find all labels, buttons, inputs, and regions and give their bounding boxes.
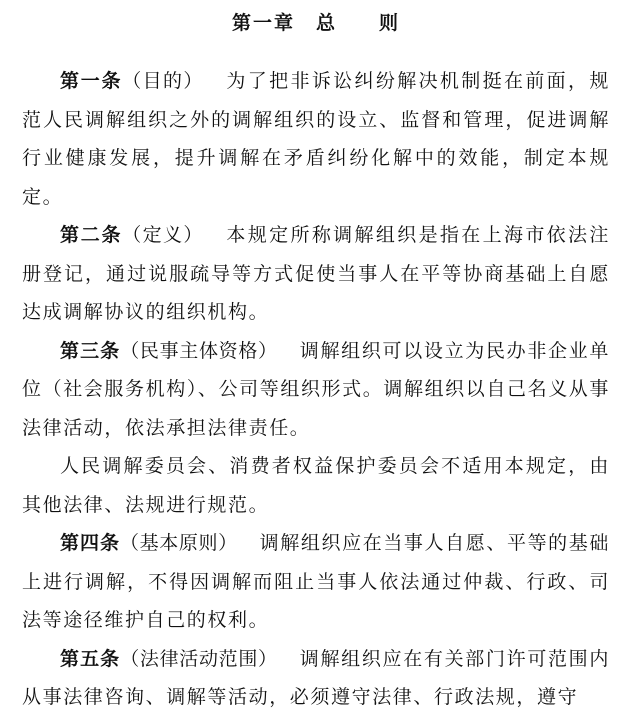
article-heading: （目的） <box>122 70 204 92</box>
article-heading: （法律活动范围） <box>120 647 278 670</box>
article-label: 第三条 <box>60 339 121 362</box>
article-3-extra-paragraph: 人民调解委员会、消费者权益保护委员会不适用本规定，由其他法律、法规进行规范。 <box>22 455 610 516</box>
article-body: 调解组织应在有关部门许可范围内从事法律咨询、调解等活动，必须遵守法律、行政法规，遵守 <box>22 647 610 708</box>
article-heading: （基本原则） <box>120 532 238 554</box>
article-3 <box>22 332 610 448</box>
chapter-title: 第一章 总 则 <box>231 12 400 34</box>
article-label: 第一条 <box>60 70 123 92</box>
article-body: 调解组织应在当事人自愿、平等的基础上进行调解，不得因调解而阻止当事人依法通过仲裁、行政、司法等途径维护自己的权利。 <box>22 532 610 631</box>
article-label: 第二条 <box>60 224 123 246</box>
article-5 <box>22 640 610 717</box>
article-heading: （定义） <box>122 224 204 246</box>
article-2 <box>22 216 610 332</box>
article-body: 本规定所称调解组织是指在上海市依法注册登记，通过说服疏导等方式促使当事人在平等协商基础上自愿达成调解协议的组织机构。 <box>22 224 610 323</box>
article-label: 第四条 <box>60 532 121 554</box>
article-label: 第五条 <box>60 647 121 670</box>
article-4 <box>22 524 610 640</box>
article-heading: （民事主体资格） <box>120 339 278 362</box>
article-body: 为了把非诉讼纠纷解决机制挺在前面，规范人民调解组织之外的调解组织的设立、监督和管理，促进调解行业健康发展，提升调解在矛盾纠纷化解中的效能，制定本规定。 <box>22 70 610 208</box>
article-body: 调解组织可以设立为民办非企业单位（社会服务机构）、公司等组织形式。调解组织以自己名义从事法律活动，依法承担法律责任。 <box>22 339 610 439</box>
article-1 <box>22 62 610 216</box>
